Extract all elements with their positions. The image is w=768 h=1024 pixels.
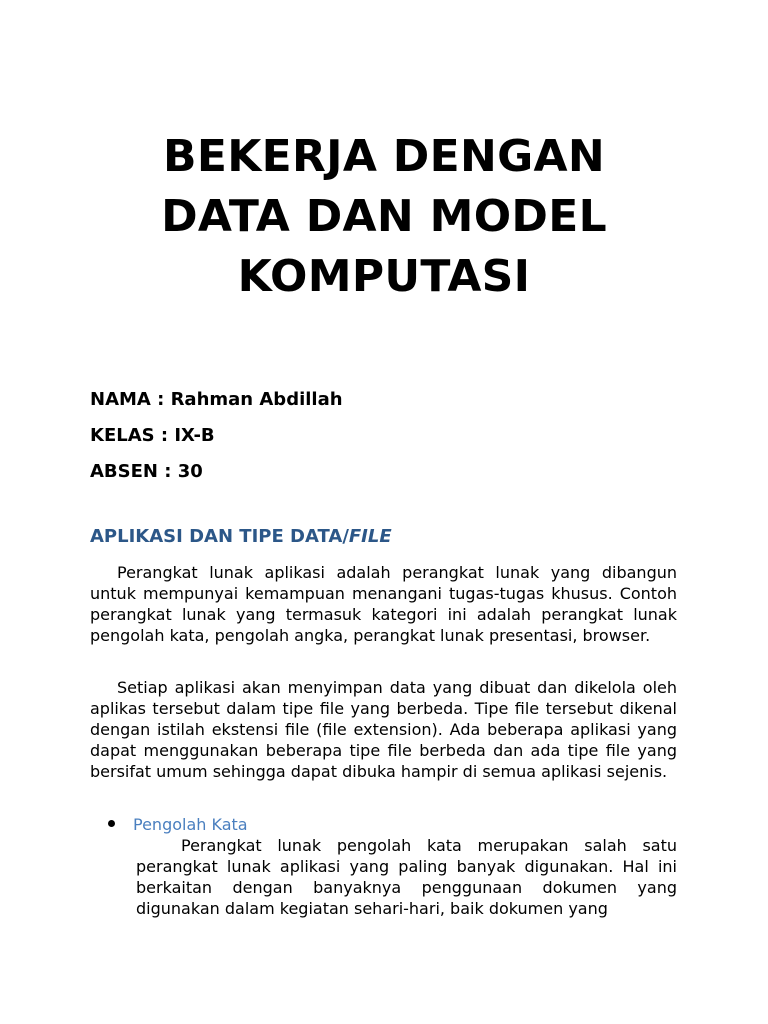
title-line-1: BEKERJA DENGAN (163, 131, 605, 182)
section-heading (90, 525, 392, 549)
student-number: ABSEN : 30 (90, 461, 203, 482)
document-title (0, 127, 768, 307)
bullet-dot-icon (108, 820, 115, 827)
bullet-item (108, 814, 248, 835)
bullet-label: Pengolah Kata (133, 815, 248, 834)
bullet-paragraph: Perangkat lunak pengolah kata merupakan salah satu perangkat lunak aplikasi yang paling banyak digunakan. Hal ini berkaitan dengan banyaknya penggunaan dokumen yang digunakan dalam kegiatan sehari-hari, baik dokumen yang (136, 836, 677, 918)
paragraph-2: Setiap aplikasi akan menyimpan data yang dibuat dan dikelola oleh aplikas tersebut dalam tipe file yang berbeda. Tipe file tersebut dikenal dengan istilah ekstensi file (file extension). Ada beberapa aplikasi yang dapat menggunakan beberapa tipe file berbeda dan ada tipe file yang bersifat umum sehingga dapat dibuka hampir di semua aplikasi sejenis. (90, 678, 677, 781)
paragraph-1: Perangkat lunak aplikasi adalah perangkat lunak yang dibangun untuk mempunyai kemampuan menangani tugas-tugas khusus. Contoh perangkat lunak yang termasuk kategori ini adalah perangkat lunak pengolah kata, pengolah angka, perangkat lunak presentasi, browser. (90, 563, 677, 645)
section-heading-emphasis: FILE (348, 526, 392, 547)
title-line-3: KOMPUTASI (237, 251, 531, 302)
title-line-2: DATA DAN MODEL (161, 191, 607, 242)
student-name: NAMA : Rahman Abdillah (90, 389, 343, 410)
section-heading-main: APLIKASI DAN TIPE DATA/ (90, 526, 349, 547)
student-class: KELAS : IX-B (90, 425, 215, 446)
